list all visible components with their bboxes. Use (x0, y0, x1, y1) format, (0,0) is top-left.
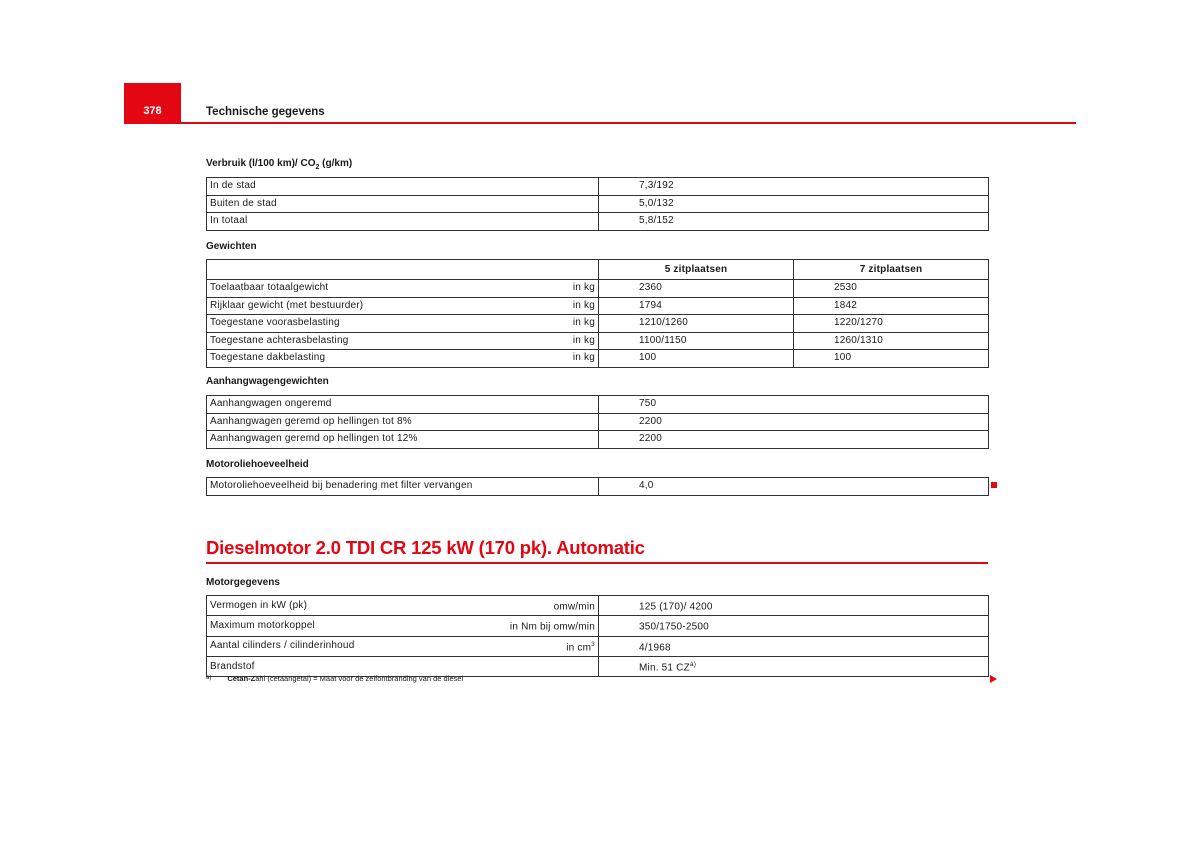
row-value-7-seats: 1842 (794, 297, 989, 315)
row-unit: in kg (537, 297, 599, 315)
page-number: 378 (143, 105, 162, 117)
trailer-heading: Aanhangwagengewichten (206, 376, 329, 387)
consumption-table (206, 177, 989, 231)
section-end-square-icon (991, 482, 997, 488)
footnote (206, 674, 463, 683)
row-unit: in $cm^3$ (497, 636, 599, 656)
row-label: Maximum motorkoppel (207, 616, 497, 636)
weights-heading: Gewichten (206, 241, 257, 252)
row-unit: omw/min (497, 596, 599, 616)
engine-table (206, 595, 989, 677)
oil-heading: Motoroliehoeveelheid (206, 459, 309, 470)
row-value: 2200 (599, 413, 989, 431)
row-label: Toelaatbaar totaalgewicht (207, 280, 537, 298)
table-row (207, 350, 989, 368)
row-label: Toegestane voorasbelasting (207, 315, 537, 333)
row-label: Toegestane achterasbelasting (207, 332, 537, 350)
row-value: 750 (599, 396, 989, 414)
table-row (207, 636, 989, 656)
row-value: 5,0/132 (599, 195, 989, 213)
row-unit: in kg (537, 315, 599, 333)
row-value: 7,3/192 (599, 178, 989, 196)
table-row (207, 596, 989, 616)
table-row (207, 195, 989, 213)
table-row (207, 315, 989, 333)
table-row (207, 178, 989, 196)
column-header-7-seats: 7 zitplaatsen (794, 260, 989, 280)
engine-heading: Dieselmotor 2.0 TDI CR 125 kW (170 pk). Automatic (206, 537, 645, 558)
row-label: Aanhangwagen geremd op hellingen tot 8% (207, 413, 599, 431)
row-unit: in Nm bij omw/min (497, 616, 599, 636)
row-label: Motoroliehoeveelheid bij benadering met filter vervangen (207, 478, 599, 496)
table-row (207, 413, 989, 431)
row-label: Toegestane dakbelasting (207, 350, 537, 368)
row-label: Rijklaar gewicht (met bestuurder) (207, 297, 537, 315)
table-row (207, 431, 989, 449)
table-header-row (207, 260, 989, 280)
row-unit: in kg (537, 350, 599, 368)
row-value-7-seats: 1220/1270 (794, 315, 989, 333)
row-value: 125 (170)/ 4200 (599, 596, 989, 616)
row-unit: in kg (537, 280, 599, 298)
row-label: Brandstof (207, 656, 497, 676)
table-row (207, 616, 989, 636)
row-value-5-seats: 100 (599, 350, 794, 368)
row-unit: in kg (537, 332, 599, 350)
row-value: Min. 51 CZ$^{a)}$ (599, 656, 989, 676)
header-divider (124, 122, 1076, 124)
table-row (207, 213, 989, 231)
row-value: 4/1968 (599, 636, 989, 656)
row-label: Vermogen in kW (pk) (207, 596, 497, 616)
column-header-5-seats: 5 zitplaatsen (599, 260, 794, 280)
row-value: 5,8/152 (599, 213, 989, 231)
engine-subheading: Motorgegevens (206, 577, 280, 588)
row-value: 2200 (599, 431, 989, 449)
page-number-tab (124, 83, 181, 123)
row-label: Aanhangwagen geremd op hellingen tot 12% (207, 431, 599, 449)
row-value-5-seats: 1210/1260 (599, 315, 794, 333)
row-value-7-seats: 1260/1310 (794, 332, 989, 350)
table-row (207, 332, 989, 350)
oil-table (206, 477, 989, 496)
consumption-heading: Verbruik (l/100 km)/ $CO_2$ (g/km) (206, 158, 353, 171)
trailer-table (206, 395, 989, 449)
row-value-5-seats: 1794 (599, 297, 794, 315)
empty-header-cell (207, 260, 599, 280)
table-row (207, 297, 989, 315)
row-unit (497, 656, 599, 676)
table-row (207, 280, 989, 298)
row-value-7-seats: 100 (794, 350, 989, 368)
row-label: Aanhangwagen ongeremd (207, 396, 599, 414)
row-label: In de stad (207, 178, 599, 196)
continue-arrow-icon (990, 675, 997, 683)
row-value: 4,0 (599, 478, 989, 496)
table-row (207, 478, 989, 496)
footnote-bold-text: Cetan-Z (227, 674, 256, 683)
row-value-5-seats: 1100/1150 (599, 332, 794, 350)
footnote-marker: a) (206, 675, 212, 681)
row-value: 350/1750-2500 (599, 616, 989, 636)
page-title: Technische gegevens (206, 106, 325, 118)
table-row (207, 396, 989, 414)
weights-table (206, 259, 989, 368)
row-label: Buiten de stad (207, 195, 599, 213)
row-value-5-seats: 2360 (599, 280, 794, 298)
row-value-7-seats: 2530 (794, 280, 989, 298)
footnote-text: ahl (cetaangetal) = Maat voor de zelfontbranding van de diesel (255, 674, 464, 683)
row-label: Aantal cilinders / cilinderinhoud (207, 636, 497, 656)
engine-heading-rule (206, 562, 988, 564)
row-label: In totaal (207, 213, 599, 231)
